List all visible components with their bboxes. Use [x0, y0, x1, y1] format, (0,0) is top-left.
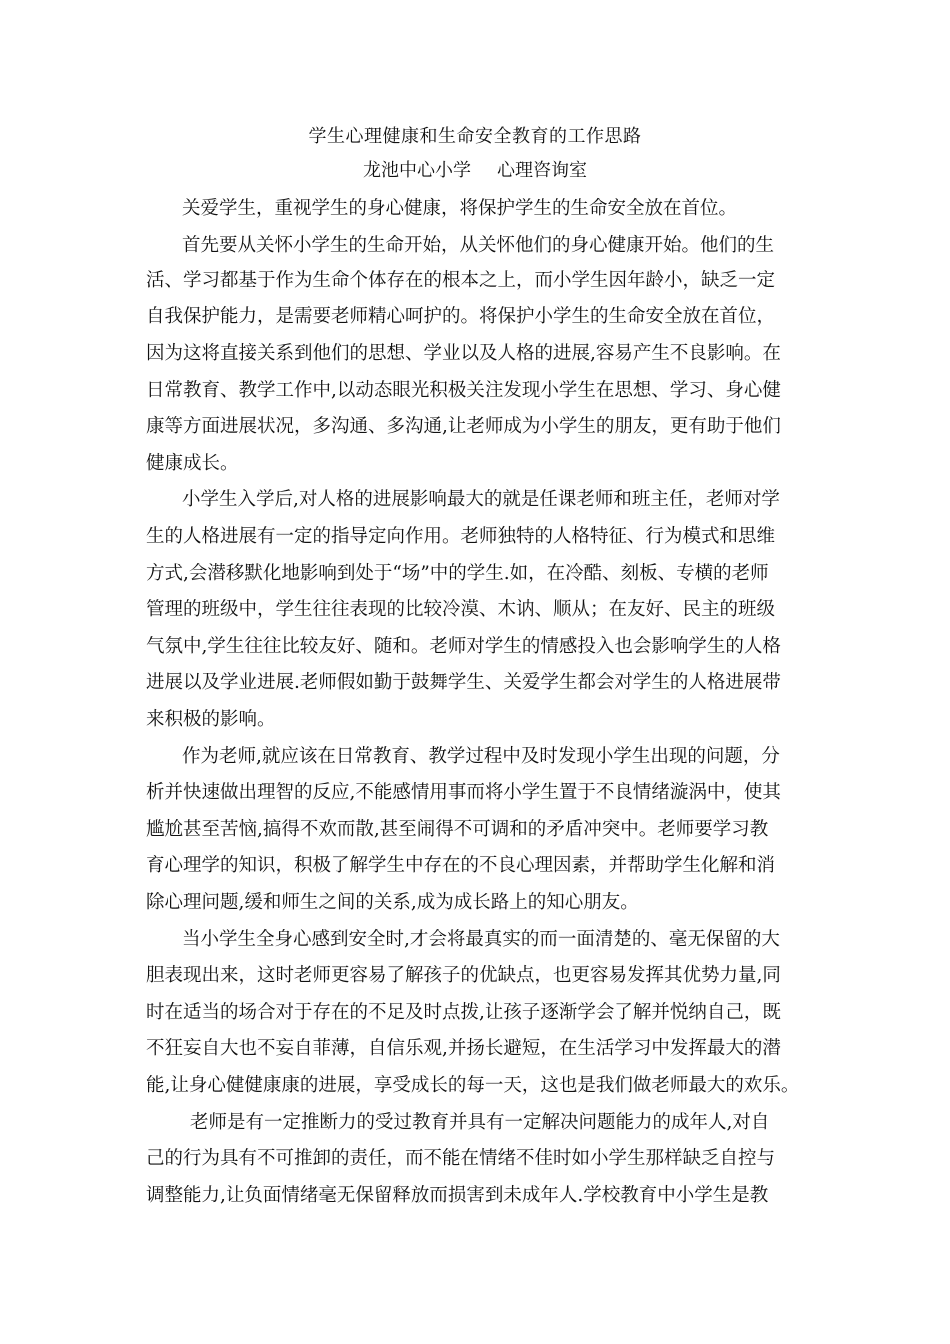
text-line: 胆表现出来，这时老师更容易了解孩子的优缺点，也更容易发挥其优势力量,同	[146, 965, 781, 986]
text-line: 进展以及学业进展.老师假如勤于鼓舞学生、关爱学生都会对学生的人格进展带	[146, 672, 781, 693]
text-line: 时在适当的场合对于存在的不足及时点拨,让孩子逐渐学会了解并悦纳自己，既	[146, 1002, 781, 1023]
text-line: 气氛中,学生往往比较友好、随和。老师对学生的情感投入也会影响学生的人格	[146, 636, 781, 657]
text-line: 老师是有一定推断力的受过教育并具有一定解决问题能力的成年人,对自	[190, 1112, 770, 1133]
document-title: 学生心理健康和生命安全教育的工作思路	[308, 126, 642, 147]
text-line: 除心理问题,缓和师生之间的关系,成为成长路上的知心朋友。	[146, 892, 639, 913]
text-line: 来积极的影响。	[146, 709, 276, 730]
text-line: 生的人格进展有一定的指导定向作用。老师独特的人格特征、行为模式和思维	[146, 526, 776, 547]
text-line: 己的行为具有不可推卸的责任，而不能在情绪不佳时如小学生那样缺乏自控与	[146, 1148, 776, 1169]
text-line: 当小学生全身心感到安全时,才会将最真实的而一面清楚的、毫无保留的大	[182, 929, 780, 950]
text-line: 调整能力,让负面情绪毫无保留释放而损害到未成年人.学校教育中小学生是教	[146, 1185, 769, 1206]
text-line: 育心理学的知识，积极了解学生中存在的不良心理因素，并帮助学生化解和消	[146, 855, 776, 876]
text-line: 作为老师,就应该在日常教育、教学过程中及时发现小学生出现的问题，分	[182, 746, 780, 767]
text-line: 日常教育、教学工作中,以动态眼光积极关注发现小学生在思想、学习、身心健	[146, 380, 781, 401]
school-name: 龙池中心小学	[363, 160, 471, 181]
text-line: 因为这将直接关系到他们的思想、学业以及人格的进展,容易产生不良影响。在	[146, 343, 781, 364]
text-line: 康等方面进展状况，多沟通、多沟通,让老师成为小学生的朋友，更有助于他们	[146, 416, 781, 437]
text-line: 自我保护能力，是需要老师精心呵护的。将保护小学生的生命安全放在首位，	[146, 306, 776, 327]
text-line: 尴尬甚至苦恼,搞得不欢而散,甚至闹得不可调和的矛盾冲突中。老师要学习教	[146, 819, 769, 840]
document-subtitle	[0, 158, 950, 184]
text-line: 健康成长。	[146, 453, 239, 474]
text-line: 首先要从关怀小学生的生命开始，从关怀他们的身心健康开始。他们的生	[182, 235, 775, 256]
text-line: 活、学习都基于作为生命个体存在的根本之上，而小学生因年龄小，缺乏一定	[146, 270, 776, 291]
text-line: 析并快速做出理智的反应,不能感情用事而将小学生置于不良情绪漩涡中，使其	[146, 782, 781, 803]
text-line: 方式,会潜移默化地影响到处于“场”中的学生.如，在冷酷、刻板、专横的老师	[146, 563, 769, 584]
text-line: 小学生入学后,对人格的进展影响最大的就是任课老师和班主任，老师对学	[182, 489, 780, 510]
text-line: 不狂妄自大也不妄自菲薄，自信乐观,并扬长避短，在生活学习中发挥最大的潜	[146, 1038, 781, 1059]
text-line: 管理的班级中，学生往往表现的比较冷漠、木讷、顺从；在友好、民主的班级	[146, 599, 776, 620]
text-line: 能,让身心健健康康的进展，享受成长的每一天，这也是我们做老师最大的欢乐。	[146, 1075, 800, 1096]
text-line: 关爱学生，重视学生的身心健康，将保护学生的生命安全放在首位。	[182, 198, 738, 219]
office-name: 心理咨询室	[497, 160, 587, 181]
